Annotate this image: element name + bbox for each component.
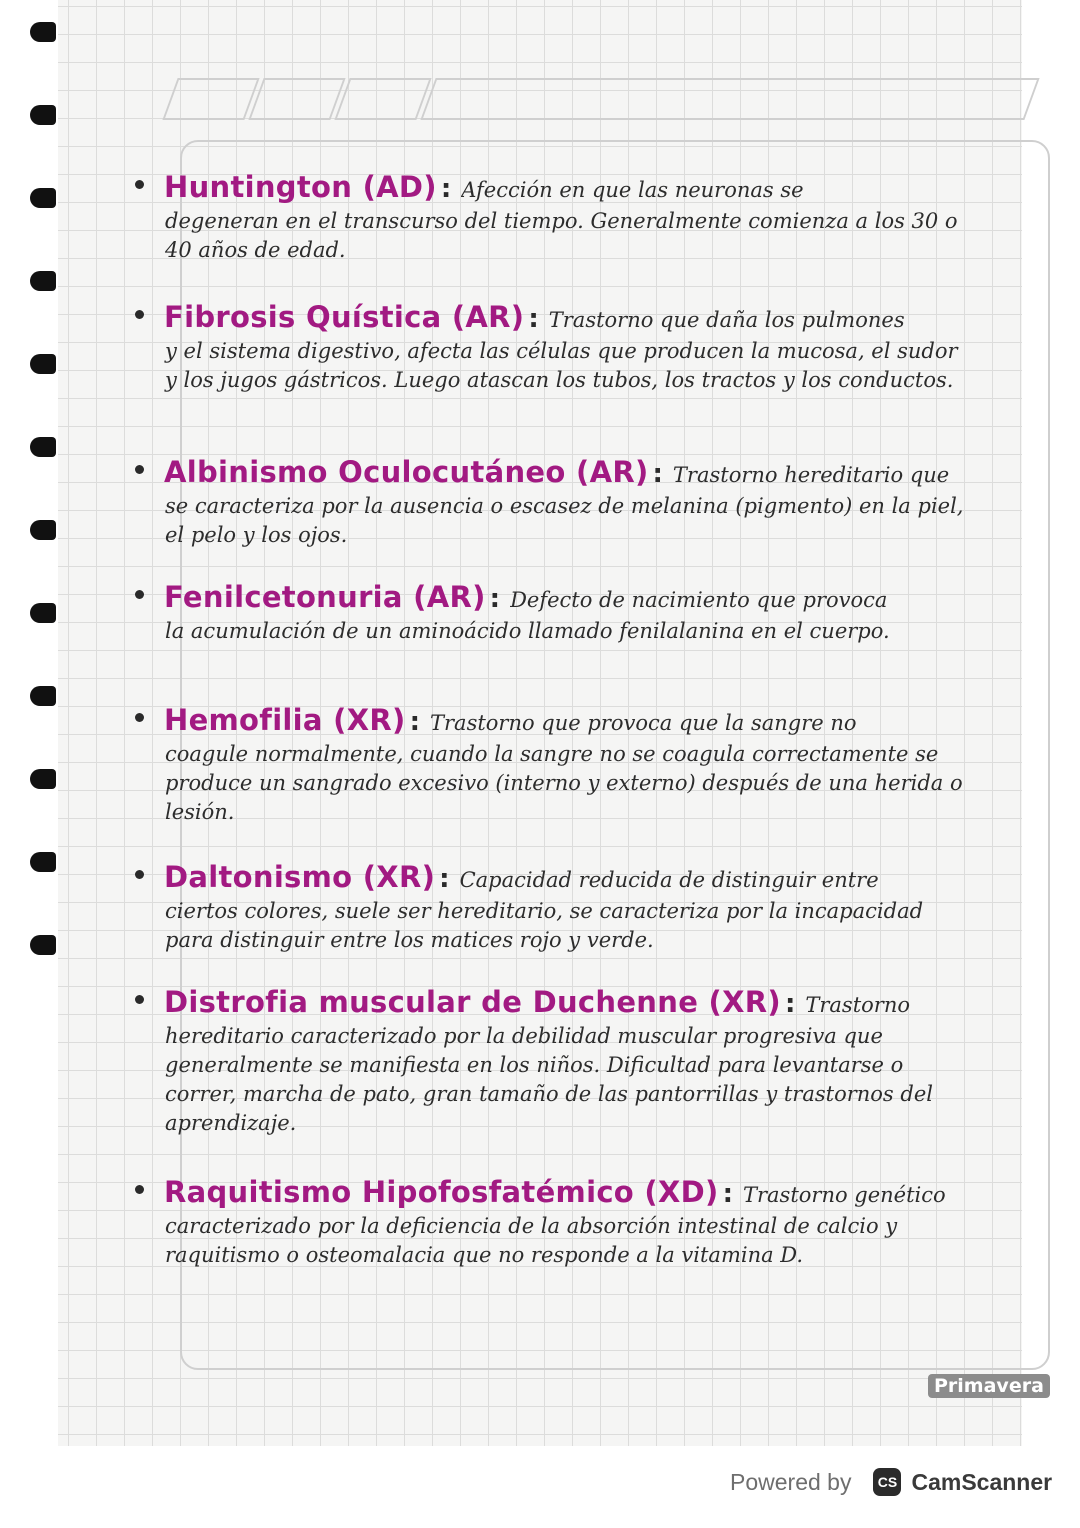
- colon: :: [439, 864, 450, 894]
- powered-by-label: Powered by: [730, 1468, 852, 1495]
- scanner-watermark: [730, 1468, 1052, 1496]
- entry-description-lead: Afección en que las neuronas se: [461, 178, 804, 202]
- entry-description: ciertos colores, suele ser hereditario, se caracteriza por la incapacidad para distinguir entre los matices rojo y verde.: [165, 899, 924, 952]
- entry-term: Hemofilia (XR): [164, 703, 406, 737]
- colon: :: [440, 174, 452, 204]
- entry-description: degeneran en el transcurso del tiempo. Generalmente comienza a los 30 o 40 años de edad.: [165, 209, 958, 262]
- entry-term: Fibrosis Quística (AR): [164, 300, 525, 334]
- entry-description-lead: Defecto de nacimiento que provoca: [510, 588, 888, 612]
- entry-term: Distrofia muscular de Duchenne (XR): [164, 985, 781, 1019]
- entry-description: y el sistema digestivo, afecta las células que producen la mucosa, el sudor y los jugos gástricos. Luego atascan los tubos, los tractos y los conductos.: [165, 339, 958, 392]
- colon: :: [784, 989, 796, 1019]
- entry-huntington: [135, 170, 965, 265]
- header-box-1: [162, 78, 259, 120]
- binding-hole: [30, 271, 56, 291]
- entry-description-lead: Trastorno genético: [742, 1183, 946, 1207]
- entry-term: Fenilcetonuria (AR): [164, 580, 486, 614]
- entry-fenilcetonuria: [135, 580, 965, 646]
- entry-term: Raquitismo Hipofosfatémico (XD): [164, 1175, 719, 1209]
- bullet-icon: [135, 870, 144, 879]
- binding-hole: [30, 354, 56, 374]
- binding-hole: [30, 852, 56, 872]
- binding-hole: [30, 105, 56, 125]
- camscanner-icon: CS: [873, 1468, 901, 1496]
- binding-hole: [30, 520, 56, 540]
- bullet-icon: [135, 995, 144, 1004]
- binding-hole: [30, 935, 56, 955]
- bullet-icon: [135, 310, 144, 319]
- binding-hole: [30, 437, 56, 457]
- notebook-brand-logo: Primavera: [928, 1374, 1050, 1398]
- colon: :: [489, 584, 501, 614]
- entry-description-lead: Trastorno hereditario que: [672, 463, 950, 487]
- binding-hole: [30, 686, 56, 706]
- entry-description-lead: Trastorno: [805, 993, 910, 1017]
- colon: :: [652, 459, 663, 489]
- entry-daltonismo: [135, 860, 965, 955]
- bullet-icon: [135, 180, 144, 189]
- entry-term: Albinismo Oculocutáneo (AR): [164, 455, 649, 489]
- entry-fibrosis-quistica: [135, 300, 965, 395]
- entry-description: coagule normalmente, cuando la sangre no se coagula correctamente se produce un sangrado excesivo (interno y externo) después de una herida o lesión.: [165, 742, 963, 824]
- entry-description-lead: Capacidad reducida de distinguir entre: [459, 868, 879, 892]
- entry-description: se caracteriza por la ausencia o escasez de melanina (pigmento) en la piel, el pelo y los ojos.: [165, 494, 964, 547]
- entry-description: caracterizado por la deficiencia de la absorción intestinal de calcio y raquitismo o osteomalacia que no responde a la vitamina D.: [165, 1214, 898, 1267]
- entry-distrofia-duchenne: [135, 985, 965, 1138]
- bullet-icon: [135, 713, 144, 722]
- binding-hole: [30, 22, 56, 42]
- binding-hole: [30, 769, 56, 789]
- entry-description: la acumulación de un aminoácido llamado fenilalanina en el cuerpo.: [165, 619, 890, 643]
- header-box-3: [334, 78, 431, 120]
- entry-term: Huntington (AD): [164, 170, 437, 204]
- entry-hemofilia: [135, 703, 965, 827]
- binding-hole: [30, 188, 56, 208]
- binding-holes: [0, 0, 58, 1446]
- entry-albinismo: [135, 455, 965, 550]
- bullet-icon: [135, 465, 144, 474]
- bullet-icon: [135, 1185, 144, 1194]
- header-box-2: [248, 78, 345, 120]
- entry-description-lead: Trastorno que provoca que la sangre no: [430, 711, 857, 735]
- binding-hole: [30, 603, 56, 623]
- colon: :: [528, 304, 539, 334]
- entry-term: Daltonismo (XR): [164, 860, 436, 894]
- entry-description: hereditario caracterizado por la debilidad muscular progresiva que generalmente se manifiesta en los niños. Dificultad para levantarse o correr, marcha de pato, gran tamaño de las pantorrillas y trastornos del aprendizaje.: [165, 1024, 933, 1135]
- entry-description-lead: Trastorno que daña los pulmones: [548, 308, 905, 332]
- entry-raquitismo: [135, 1175, 965, 1270]
- bullet-icon: [135, 590, 144, 599]
- camscanner-name: CamScanner: [911, 1468, 1053, 1495]
- header-box-title: [420, 78, 1039, 120]
- colon: :: [409, 707, 420, 737]
- colon: :: [722, 1179, 733, 1209]
